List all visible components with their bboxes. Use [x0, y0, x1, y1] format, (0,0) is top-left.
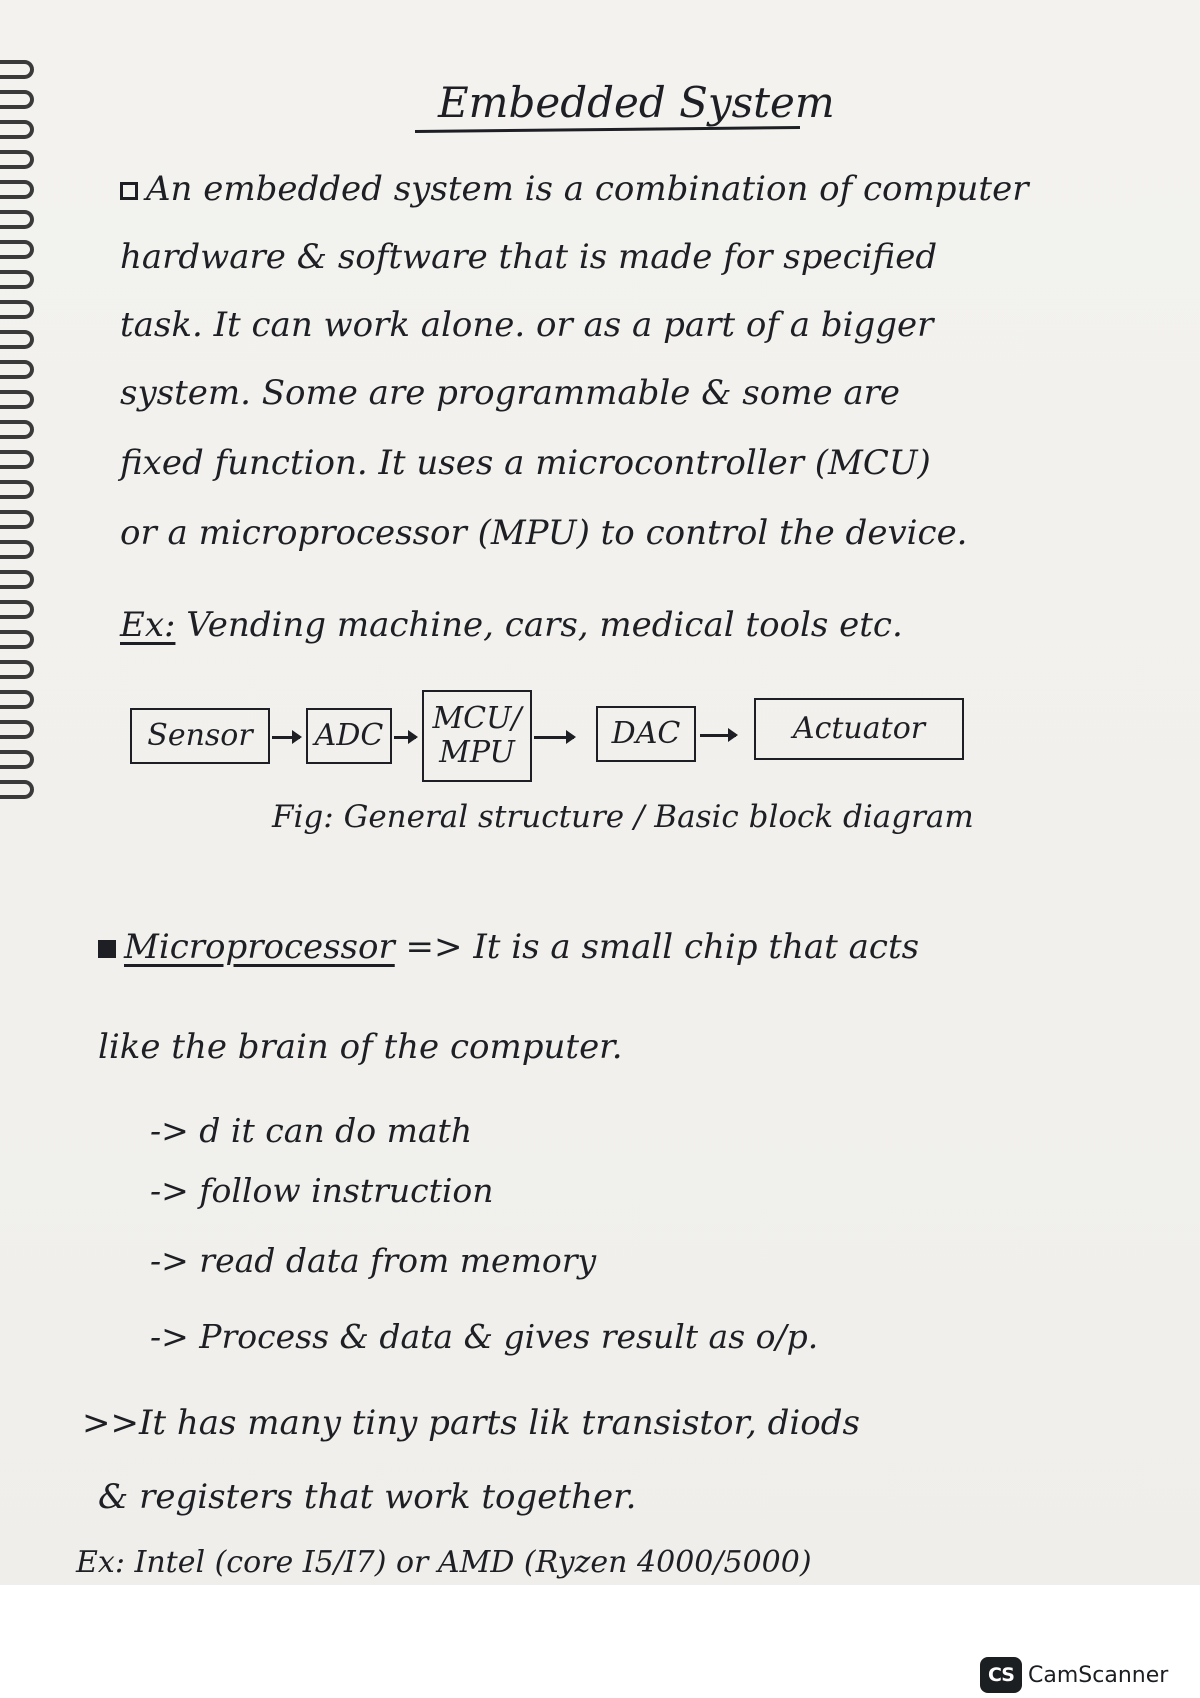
bullet-item: -> read data from memory — [150, 1241, 597, 1280]
bullet-item: -> d it can do math — [150, 1111, 473, 1150]
examples-text: Vending machine, cars, medical tools etc. — [186, 605, 903, 645]
intro-line-6: or a microprocessor (MPU) to control the device. — [120, 513, 968, 553]
block-mcu-mpu: MCU/ MPU — [422, 690, 532, 782]
parts-line-2: & registers that work together. — [98, 1477, 637, 1517]
diagram-caption: Fig: General structure / Basic block diagram — [272, 799, 974, 835]
block-dac: DAC — [596, 706, 696, 762]
intro-line-4: system. Some are programmable & some are — [120, 373, 901, 413]
bullet-item: -> follow instruction — [150, 1171, 494, 1210]
block-adc: ADC — [306, 708, 392, 764]
intro-line-5: fixed function. It uses a microcontroller (MCU) — [120, 443, 931, 483]
microprocessor-definition-2: like the brain of the computer. — [98, 1027, 623, 1067]
examples-line — [120, 605, 903, 645]
microprocessor-example: Ex: Intel (core I5/I7) or AMD (Ryzen 4000/5000) — [76, 1545, 812, 1580]
page-title: Embedded System — [438, 78, 835, 127]
title-underline — [415, 126, 800, 133]
block-sensor: Sensor — [130, 708, 270, 764]
intro-line-1-text: An embedded system is a combination of computer — [146, 169, 1029, 209]
intro-line-2: hardware & software that is made for specified — [120, 237, 938, 277]
bullet-item: -> Process & data & gives result as o/p. — [150, 1317, 819, 1356]
checkbox-bullet-icon — [120, 182, 138, 200]
arrow-icon — [394, 736, 416, 739]
camscanner-label: CamScanner — [1028, 1662, 1169, 1688]
intro-line-1 — [120, 169, 1029, 209]
intro-line-3: task. It can work alone. or as a part of a bigger — [120, 305, 934, 345]
microprocessor-line-1 — [98, 927, 920, 967]
block-actuator: Actuator — [754, 698, 964, 760]
block-diagram — [118, 690, 978, 790]
parts-line-1: >>It has many tiny parts lik transistor, diods — [82, 1403, 860, 1443]
arrow-icon — [534, 736, 574, 739]
arrow-icon — [272, 736, 300, 739]
examples-label: Ex: — [120, 605, 176, 645]
arrow-icon — [700, 734, 736, 737]
checkbox-bullet-icon — [98, 940, 116, 958]
spiral-binding — [0, 60, 36, 1290]
camscanner-watermark — [980, 1655, 1168, 1695]
camscanner-logo-icon: CS — [980, 1657, 1022, 1693]
microprocessor-term: Microprocessor — [124, 927, 395, 967]
microprocessor-definition-1: => It is a small chip that acts — [405, 927, 920, 967]
